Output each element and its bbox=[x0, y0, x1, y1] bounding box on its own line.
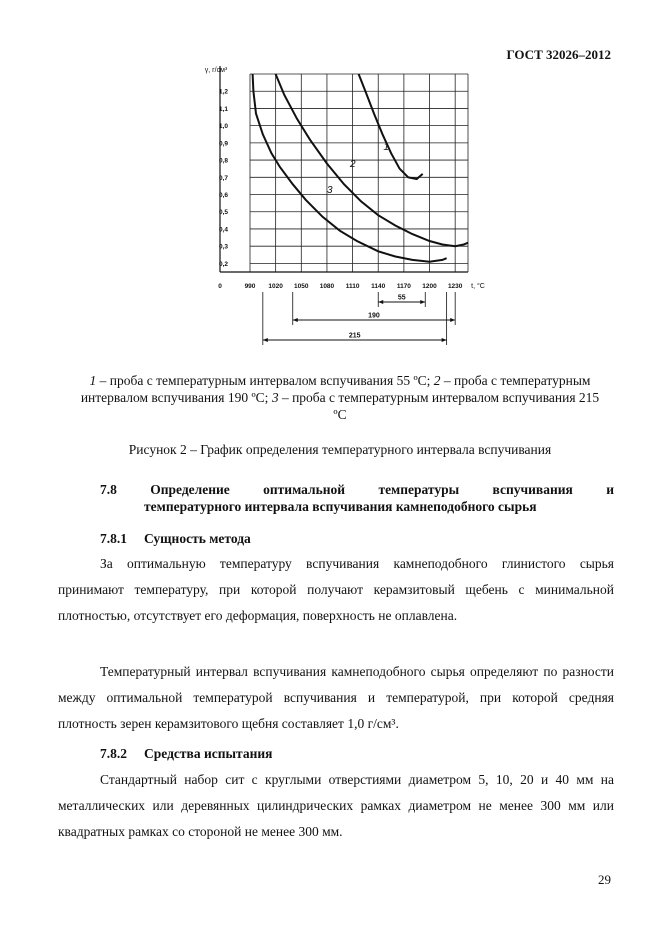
chart-labels bbox=[205, 67, 485, 290]
title-word: вспучивания bbox=[492, 482, 573, 497]
paragraph-temperature-interval: Температурный интервал вспучивания камнеподобного сырья определяют по разности между оптимальной температурой вспучивания и температурой, при которой средняя плотность зерен керамзитового щебня составляет 1,0 г/см³. bbox=[58, 664, 614, 731]
density-temperature-chart bbox=[180, 60, 500, 360]
section-num: 7.8 bbox=[100, 482, 117, 497]
legend-num-2: 2 bbox=[433, 373, 441, 388]
y-tick-label: 0,2 bbox=[218, 260, 228, 268]
section-7-8-1-heading bbox=[100, 530, 614, 547]
figure-legend bbox=[80, 372, 600, 423]
x-tick-label: 1170 bbox=[396, 283, 411, 290]
y-tick-label: 0,8 bbox=[218, 157, 228, 165]
chart-intervals bbox=[263, 292, 455, 345]
x-tick-label: 1230 bbox=[447, 283, 463, 290]
y-tick-label: 1,2 bbox=[218, 88, 228, 96]
chart-curves bbox=[253, 74, 468, 262]
page-number: 29 bbox=[598, 872, 611, 887]
x-tick-label: 1110 bbox=[345, 283, 360, 290]
x-tick-label: 1050 bbox=[294, 283, 309, 290]
y-tick-label: 0,5 bbox=[218, 209, 228, 217]
x-tick-label: 1080 bbox=[319, 283, 335, 290]
paragraph-test-equipment: Стандартный набор сит с круглыми отверстиями диаметром 5, 10, 20 и 40 мм на металлических или деревянных цилиндрических рамках диаметром не менее 300 мм или квадратных рамках со стороной не менее 300 мм. bbox=[58, 772, 614, 839]
figure-caption: Рисунок 2 – График определения температурного интервала вспучивания bbox=[128, 442, 552, 457]
interval-label: 55 bbox=[397, 294, 406, 302]
y-tick-label: 0,6 bbox=[218, 192, 228, 200]
x-tick-label: 990 bbox=[244, 283, 256, 290]
origin-label: 0 bbox=[218, 283, 222, 290]
section-7-8-heading bbox=[100, 481, 614, 515]
interval-label: 190 bbox=[368, 312, 380, 320]
title-word: температуры bbox=[378, 482, 460, 497]
section-num: 7.8.1 bbox=[100, 531, 127, 546]
section-title: Сущность метода bbox=[144, 531, 251, 546]
legend-text-3: – проба с температурным интервалом вспучивания 215 ºС bbox=[278, 390, 600, 422]
interval-arrow-left bbox=[263, 338, 268, 342]
legend-num-3: 3 bbox=[271, 390, 279, 405]
title-word: и bbox=[606, 482, 614, 497]
title-word: оптимальной bbox=[263, 482, 346, 497]
x-axis-label: t, °С bbox=[471, 283, 485, 290]
interval-label: 215 bbox=[348, 332, 361, 340]
y-tick-label: 1,0 bbox=[218, 123, 228, 131]
curve-label-3: 3 bbox=[326, 184, 333, 196]
legend-num-1: 1 bbox=[89, 373, 97, 388]
interval-arrow-left bbox=[293, 318, 298, 322]
section-num: 7.8.2 bbox=[100, 746, 127, 761]
x-tick-label: 1200 bbox=[422, 283, 437, 290]
x-tick-label: 1020 bbox=[268, 283, 283, 290]
paragraph-optimal-temperature: За оптимальную температуру вспучивания камнеподобного глинистого сырья принимают температуру, при которой получают керамзитовый щебень с минимальной плотностью, отсутствует его деформация, поверхность не оплавлена. bbox=[58, 556, 614, 623]
interval-arrow-right bbox=[420, 300, 425, 304]
interval-arrow-right bbox=[442, 338, 447, 342]
standard-header: ГОСТ 32026–2012 bbox=[506, 47, 611, 62]
section-7-8-2-heading bbox=[100, 745, 614, 762]
curve-label-2: 2 bbox=[350, 158, 356, 170]
interval-arrow-right bbox=[450, 318, 455, 322]
x-tick-label: 1140 bbox=[371, 283, 386, 290]
y-tick-label: 0,7 bbox=[218, 174, 228, 182]
interval-arrow-left bbox=[378, 300, 383, 304]
curve-label-1: 1 bbox=[383, 141, 389, 153]
legend-text-1: – проба с температурным интервалом вспучивания 55 ºС; bbox=[96, 373, 434, 388]
legend-text-2: – проба с температурным интервалом вспучивания 190 ºС; bbox=[80, 373, 591, 405]
y-tick-label: 0,9 bbox=[218, 140, 228, 148]
y-axis-label: γ, г/см³ bbox=[204, 67, 228, 74]
section-title-line2: температурного интервала вспучивания камнеподобного сырья bbox=[144, 499, 537, 514]
y-tick-label: 0,4 bbox=[218, 226, 228, 234]
curve-1 bbox=[359, 74, 423, 179]
y-tick-label: 0,3 bbox=[218, 243, 228, 251]
y-tick-label: 1,1 bbox=[218, 105, 228, 113]
section-title: Средства испытания bbox=[144, 746, 273, 761]
title-word: Определение bbox=[150, 482, 230, 497]
